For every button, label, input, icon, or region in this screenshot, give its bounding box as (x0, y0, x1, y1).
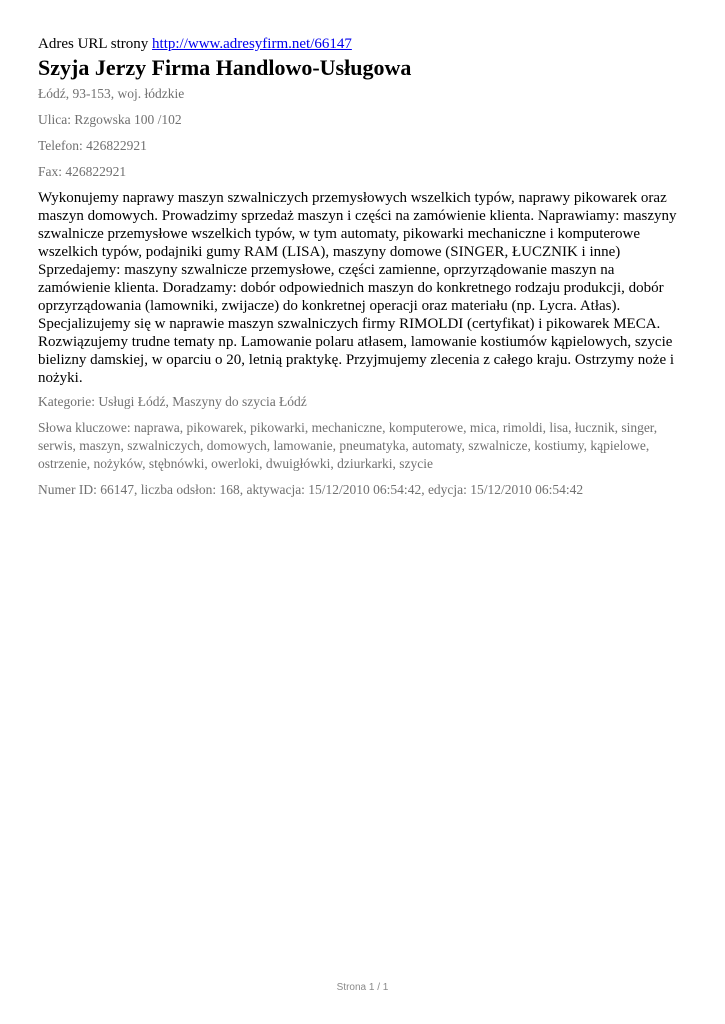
company-phone: Telefon: 426822921 (38, 138, 147, 153)
keywords: Słowa kluczowe: naprawa, pikowarek, pikowarki, mechaniczne, komputerowe, mica, rimoldi, lisa, łucznik, singer, serwis, maszyn, szwalniczych, domowych, lamowanie, pneumatyka, automaty, szwalnicze, kostiumy, kąpielowe, ostrzenie, nożyków, stębnówki, owerloki, dwuigłówki, dziurkarki, szycie (38, 420, 658, 471)
record-info: Numer ID: 66147, liczba odsłon: 168, aktywacja: 15/12/2010 06:54:42, edycja: 15/12/2010 06:54:42 (38, 482, 584, 497)
categories: Kategorie: Usługi Łódź, Maszyny do szycia Łódź (38, 394, 307, 409)
url-label: Adres URL strony (38, 36, 149, 52)
url-link[interactable]: http://www.adresyfirm.net/66147 (152, 36, 352, 52)
company-fax: Fax: 426822921 (38, 164, 127, 179)
url-line (38, 34, 688, 54)
page-footer (0, 982, 725, 993)
company-street: Ulica: Rzgowska 100 /102 (38, 112, 182, 127)
company-description: Wykonujemy naprawy maszyn szwalniczych przemysłowych wszelkich typów, naprawy pikowarek oraz maszyn domowych. Prowadzimy sprzedaż maszyn i części na zamówienie klienta. Naprawiamy: maszyny szwalnicze przemysłowe wszelkich typów, w tym automaty, pikowarki mechaniczne i komputerowe wszelkich typów, podajniki gumy RAM (LISA), maszyny domowe (SINGER, ŁUCZNIK i inne) Sprzedajemy: maszyny szwalnicze przemysłowe, części zamienne, oprzyrządowanie maszyn na zamówienie klienta. Doradzamy: dobór odpowiednich maszyn do konkretnego rodzaju produkcji, dobór oprzyrządowania (lamowniki, zwijacze) do konkretnej operacji oraz materiału (np. Lycra. Atłas). Specjalizujemy się w naprawie maszyn szwalniczych firmy RIMOLDI (certyfikat) i pikowarek MECA. Rozwiązujemy trudne tematy np. Lamowanie polaru atłasem, lamowanie kostiumów kąpielowych, szycie bielizny damskiej, w oparciu o 20, letnią praktykę. Przyjmujemy zlecenia z całego kraju. Ostrzymy noże i nożyki. (38, 190, 677, 386)
page-number: Strona 1 / 1 (336, 982, 389, 993)
company-name: Szyja Jerzy Firma Handlowo-Usługowa (38, 55, 412, 80)
document-page (38, 34, 688, 499)
company-location: Łódź, 93-153, woj. łódzkie (38, 86, 185, 101)
